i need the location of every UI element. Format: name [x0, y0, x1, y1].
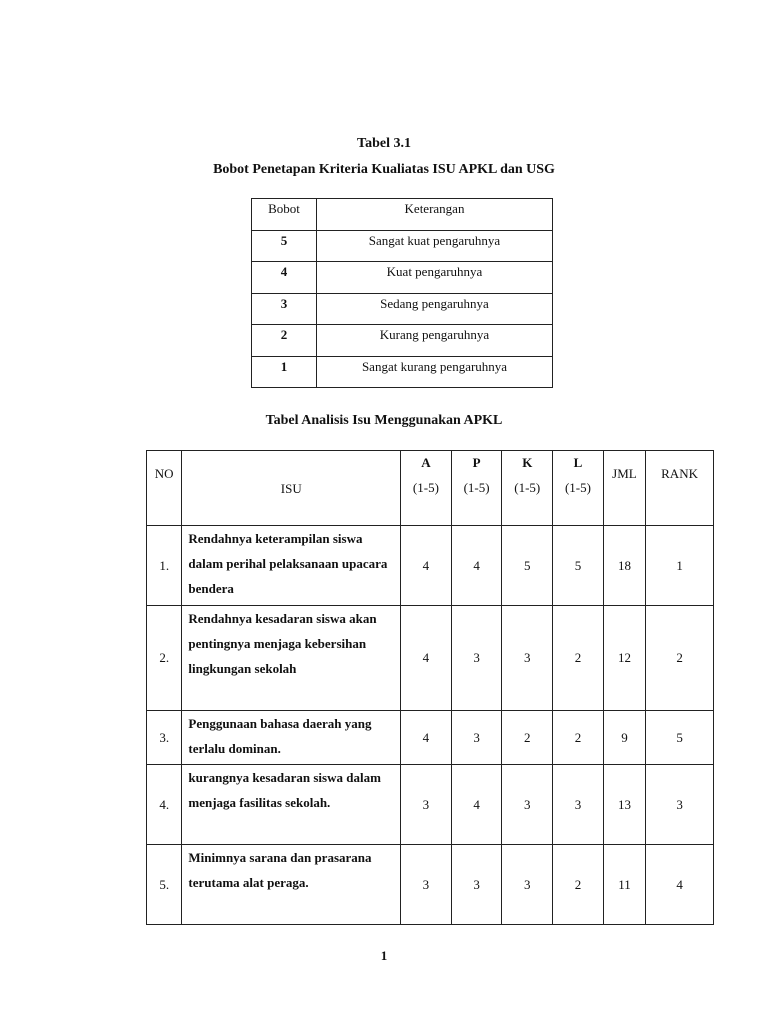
- isu-cell: kurangnya kesadaran siswa dalam menjaga fasilitas sekolah.: [182, 765, 401, 845]
- bobot-cell: 5: [252, 230, 317, 262]
- rank-cell: 3: [646, 765, 714, 845]
- rank-header-cell: RANK: [646, 451, 714, 526]
- criterion-label: P: [472, 455, 481, 470]
- jml-cell: 18: [603, 526, 645, 606]
- criterion-label: K: [522, 455, 533, 470]
- p-cell: 3: [451, 845, 502, 925]
- range-label: (1-5): [463, 480, 490, 495]
- table2-title: Tabel Analisis Isu Menggunakan APKL: [265, 413, 503, 428]
- k-cell: 3: [502, 606, 553, 711]
- table-row: [252, 262, 553, 294]
- range-label: (1-5): [514, 480, 541, 495]
- table1-label: Tabel 3.1: [357, 136, 411, 151]
- l-header-cell: [553, 451, 604, 526]
- a-cell: 4: [401, 526, 452, 606]
- a-cell: 3: [401, 765, 452, 845]
- table-row: [147, 845, 714, 925]
- keterangan-cell: Sangat kurang pengaruhnya: [317, 356, 553, 388]
- bobot-table-header: [252, 199, 553, 231]
- table-row: [147, 711, 714, 765]
- p-cell: 3: [451, 711, 502, 765]
- p-header-cell: [451, 451, 502, 526]
- isu-cell: Minimnya sarana dan prasarana terutama alat peraga.: [182, 845, 401, 925]
- a-cell: 3: [401, 845, 452, 925]
- no-cell: 1.: [147, 526, 182, 606]
- k-cell: 5: [502, 526, 553, 606]
- l-cell: 2: [553, 845, 604, 925]
- l-cell: 2: [553, 606, 604, 711]
- p-cell: 3: [451, 606, 502, 711]
- apkl-analysis-table: [146, 450, 714, 925]
- k-cell: 3: [502, 845, 553, 925]
- jml-cell: 12: [603, 606, 645, 711]
- p-cell: 4: [451, 526, 502, 606]
- no-cell: 3.: [147, 711, 182, 765]
- range-label: (1-5): [412, 480, 439, 495]
- isu-cell: Rendahnya kesadaran siswa akan pentingnya menjaga kebersihan lingkungan sekolah: [182, 606, 401, 711]
- p-cell: 4: [451, 765, 502, 845]
- keterangan-cell: Kurang pengaruhnya: [317, 325, 553, 357]
- l-cell: 3: [553, 765, 604, 845]
- a-cell: 4: [401, 606, 452, 711]
- keterangan-cell: Sedang pengaruhnya: [317, 293, 553, 325]
- isu-cell: Rendahnya keterampilan siswa dalam perihal pelaksanaan upacara bendera: [182, 526, 401, 606]
- k-header-cell: [502, 451, 553, 526]
- table-row: [147, 526, 714, 606]
- bobot-cell: 4: [252, 262, 317, 294]
- no-cell: 5.: [147, 845, 182, 925]
- table-row: [147, 606, 714, 711]
- l-cell: 2: [553, 711, 604, 765]
- l-cell: 5: [553, 526, 604, 606]
- no-header-cell: NO: [147, 451, 182, 526]
- criterion-label: A: [421, 455, 431, 470]
- range-label: (1-5): [564, 480, 591, 495]
- keterangan-header-cell: Keterangan: [317, 199, 553, 231]
- table-row: [252, 356, 553, 388]
- rank-cell: 1: [646, 526, 714, 606]
- table1-title: Bobot Penetapan Kriteria Kualiatas ISU APKL dan USG: [213, 162, 555, 177]
- bobot-cell: 2: [252, 325, 317, 357]
- rank-cell: 2: [646, 606, 714, 711]
- jml-cell: 11: [603, 845, 645, 925]
- table-row: [252, 293, 553, 325]
- jml-cell: 9: [603, 711, 645, 765]
- k-cell: 3: [502, 765, 553, 845]
- table-row: [252, 325, 553, 357]
- a-cell: 4: [401, 711, 452, 765]
- table-row: [252, 230, 553, 262]
- rank-cell: 4: [646, 845, 714, 925]
- isu-cell: Penggunaan bahasa daerah yang terlalu dominan.: [182, 711, 401, 765]
- bobot-cell: 1: [252, 356, 317, 388]
- table-row: [147, 765, 714, 845]
- isu-header-cell: ISU: [182, 451, 401, 526]
- rank-cell: 5: [646, 711, 714, 765]
- bobot-table: [251, 198, 553, 388]
- apkl-table-header: [147, 451, 714, 526]
- jml-cell: 13: [603, 765, 645, 845]
- keterangan-cell: Kuat pengaruhnya: [317, 262, 553, 294]
- bobot-header-cell: Bobot: [252, 199, 317, 231]
- a-header-cell: [401, 451, 452, 526]
- no-cell: 4.: [147, 765, 182, 845]
- jml-header-cell: JML: [603, 451, 645, 526]
- page-number: 1: [380, 948, 388, 963]
- no-cell: 2.: [147, 606, 182, 711]
- k-cell: 2: [502, 711, 553, 765]
- bobot-cell: 3: [252, 293, 317, 325]
- criterion-label: L: [573, 455, 583, 470]
- keterangan-cell: Sangat kuat pengaruhnya: [317, 230, 553, 262]
